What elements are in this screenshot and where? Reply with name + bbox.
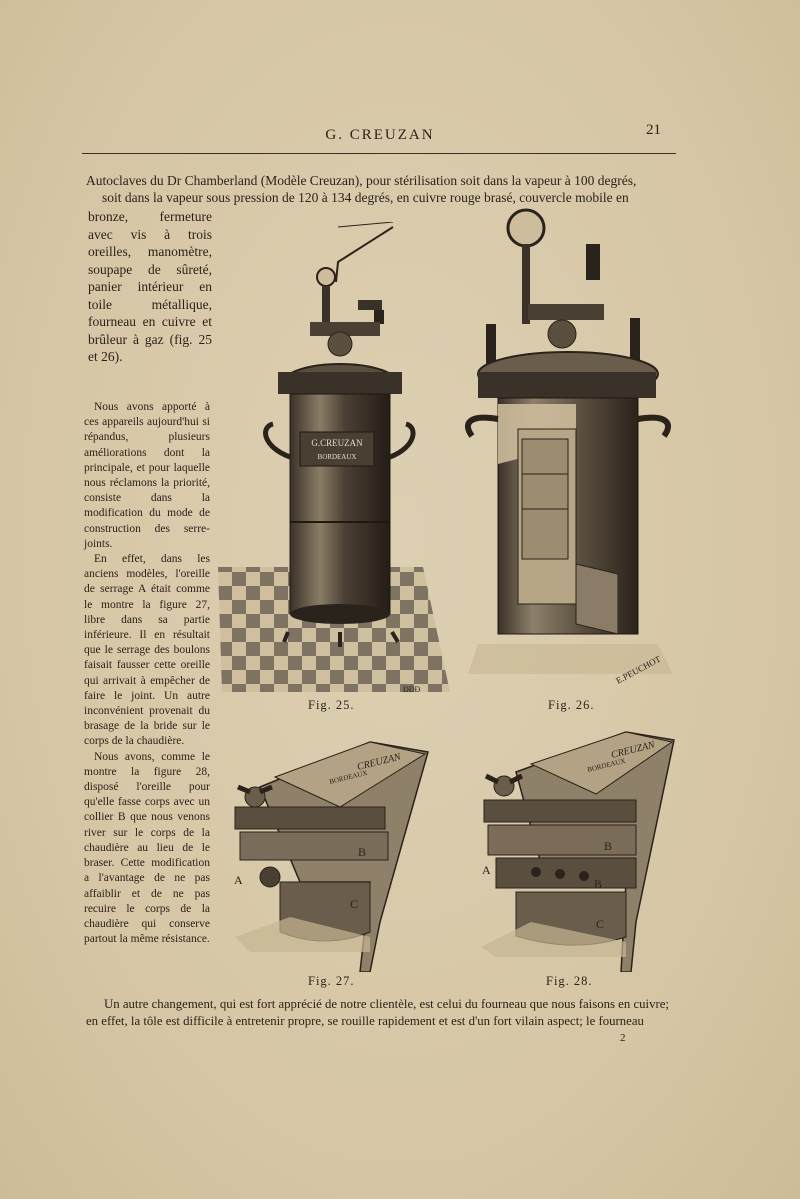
running-title: G. CREUZAN (325, 127, 435, 143)
fig28-label-b-lower: B (594, 877, 603, 891)
intro-line-2: soit dans la vapeur sous pression de 120 à 134 degrés, en cuivre rouge brasé, couvercle mobile en (102, 190, 629, 205)
paragraph-1: Nous avons apporté à ces appareils aujourd'hui si répandus, plusieurs améliorations dont la principale, et pour laquelle nous réclamons la priorité, consiste dans la modification du mode de construction des serre-joints. (84, 401, 210, 550)
fig28-plate-city: BORDEAUX (586, 756, 627, 774)
fig27-label-c: C (350, 897, 359, 911)
paragraph-2: En effet, dans les anciens modèles, l'oreille de serrage A était comme le montre la figure 27, libre dans sa partie inférieure. Il en résultait que le serrage des boulons faisait fausser cette oreille qui arrivait à empêcher de faire le joint. Un autre inconvénient provenait du brasage de la bride sur le corps de la chaudière. (84, 553, 210, 748)
closing-line-2: en effet, la tôle est difficile à entretenir propre, se rouille rapidement et est d'un fort vilain aspect; le fourneau (86, 1014, 644, 1028)
intro-paragraph (86, 172, 680, 206)
intro-line-1: Autoclaves du Dr Chamberland (Modèle Creuzan), pour stérilisation soit dans la vapeur à 100 degrés, (86, 173, 637, 188)
fig28-plate-name: CREUZAN (610, 739, 656, 761)
closing-line-1: Un autre changement, qui est fort apprécié de notre clientèle, est celui du fourneau que nous faisons en cuivre; (104, 997, 669, 1011)
fig25-plate-name: G.CREUZAN (311, 438, 363, 448)
paragraph-3: Nous avons, comme le montre la figure 28, disposé l'oreille pour qu'elle fasse corps avec un collier B que nous venons river sur le corps de la chaudière au lieu de le braser. Cette modification a l'avantage de ne pas affaiblir et de ne pas recuire le corps de la chaudière qui conserve partout la même résistance. (84, 750, 210, 946)
figure-25-caption: Fig. 25. (308, 698, 355, 712)
fig28-label-b-upper: B (604, 839, 613, 853)
figure-28-illustration (476, 722, 676, 972)
fig27-plate-name: CREUZAN (356, 751, 402, 773)
figure-27-illustration (230, 732, 430, 972)
closing-paragraph (86, 996, 682, 1030)
figure-26-caption: Fig. 26. (548, 698, 595, 712)
figure-25-illustration (218, 222, 454, 702)
fig28-label-c: C (596, 917, 605, 931)
fig27-label-a: A (234, 873, 243, 887)
signature-mark: 2 (620, 1032, 626, 1044)
svg-text:ĐĐĐ: ĐĐĐ (403, 685, 421, 694)
intro-continuation: bronze, fermeture avec vis à trois oreilles, manomètre, soupape de sûreté, panier intérieur en toile métallique, fourneau en cuivre et brûleur à gaz (fig. 25 et 26). (88, 209, 212, 364)
figure-26-illustration (458, 204, 680, 694)
fig25-plate-city: BORDEAUX (317, 453, 357, 461)
figure-27-caption: Fig. 27. (308, 974, 355, 988)
header-rule (82, 153, 676, 154)
figure-28-caption: Fig. 28. (546, 974, 593, 988)
fig27-label-b: B (358, 845, 367, 859)
page-number: 21 (646, 122, 661, 138)
fig26-engraver: E.PEUCHOT (614, 653, 663, 686)
fig28-label-a: A (482, 863, 491, 877)
fig27-plate-city: BORDEAUX (328, 768, 369, 786)
body-column (84, 400, 210, 947)
